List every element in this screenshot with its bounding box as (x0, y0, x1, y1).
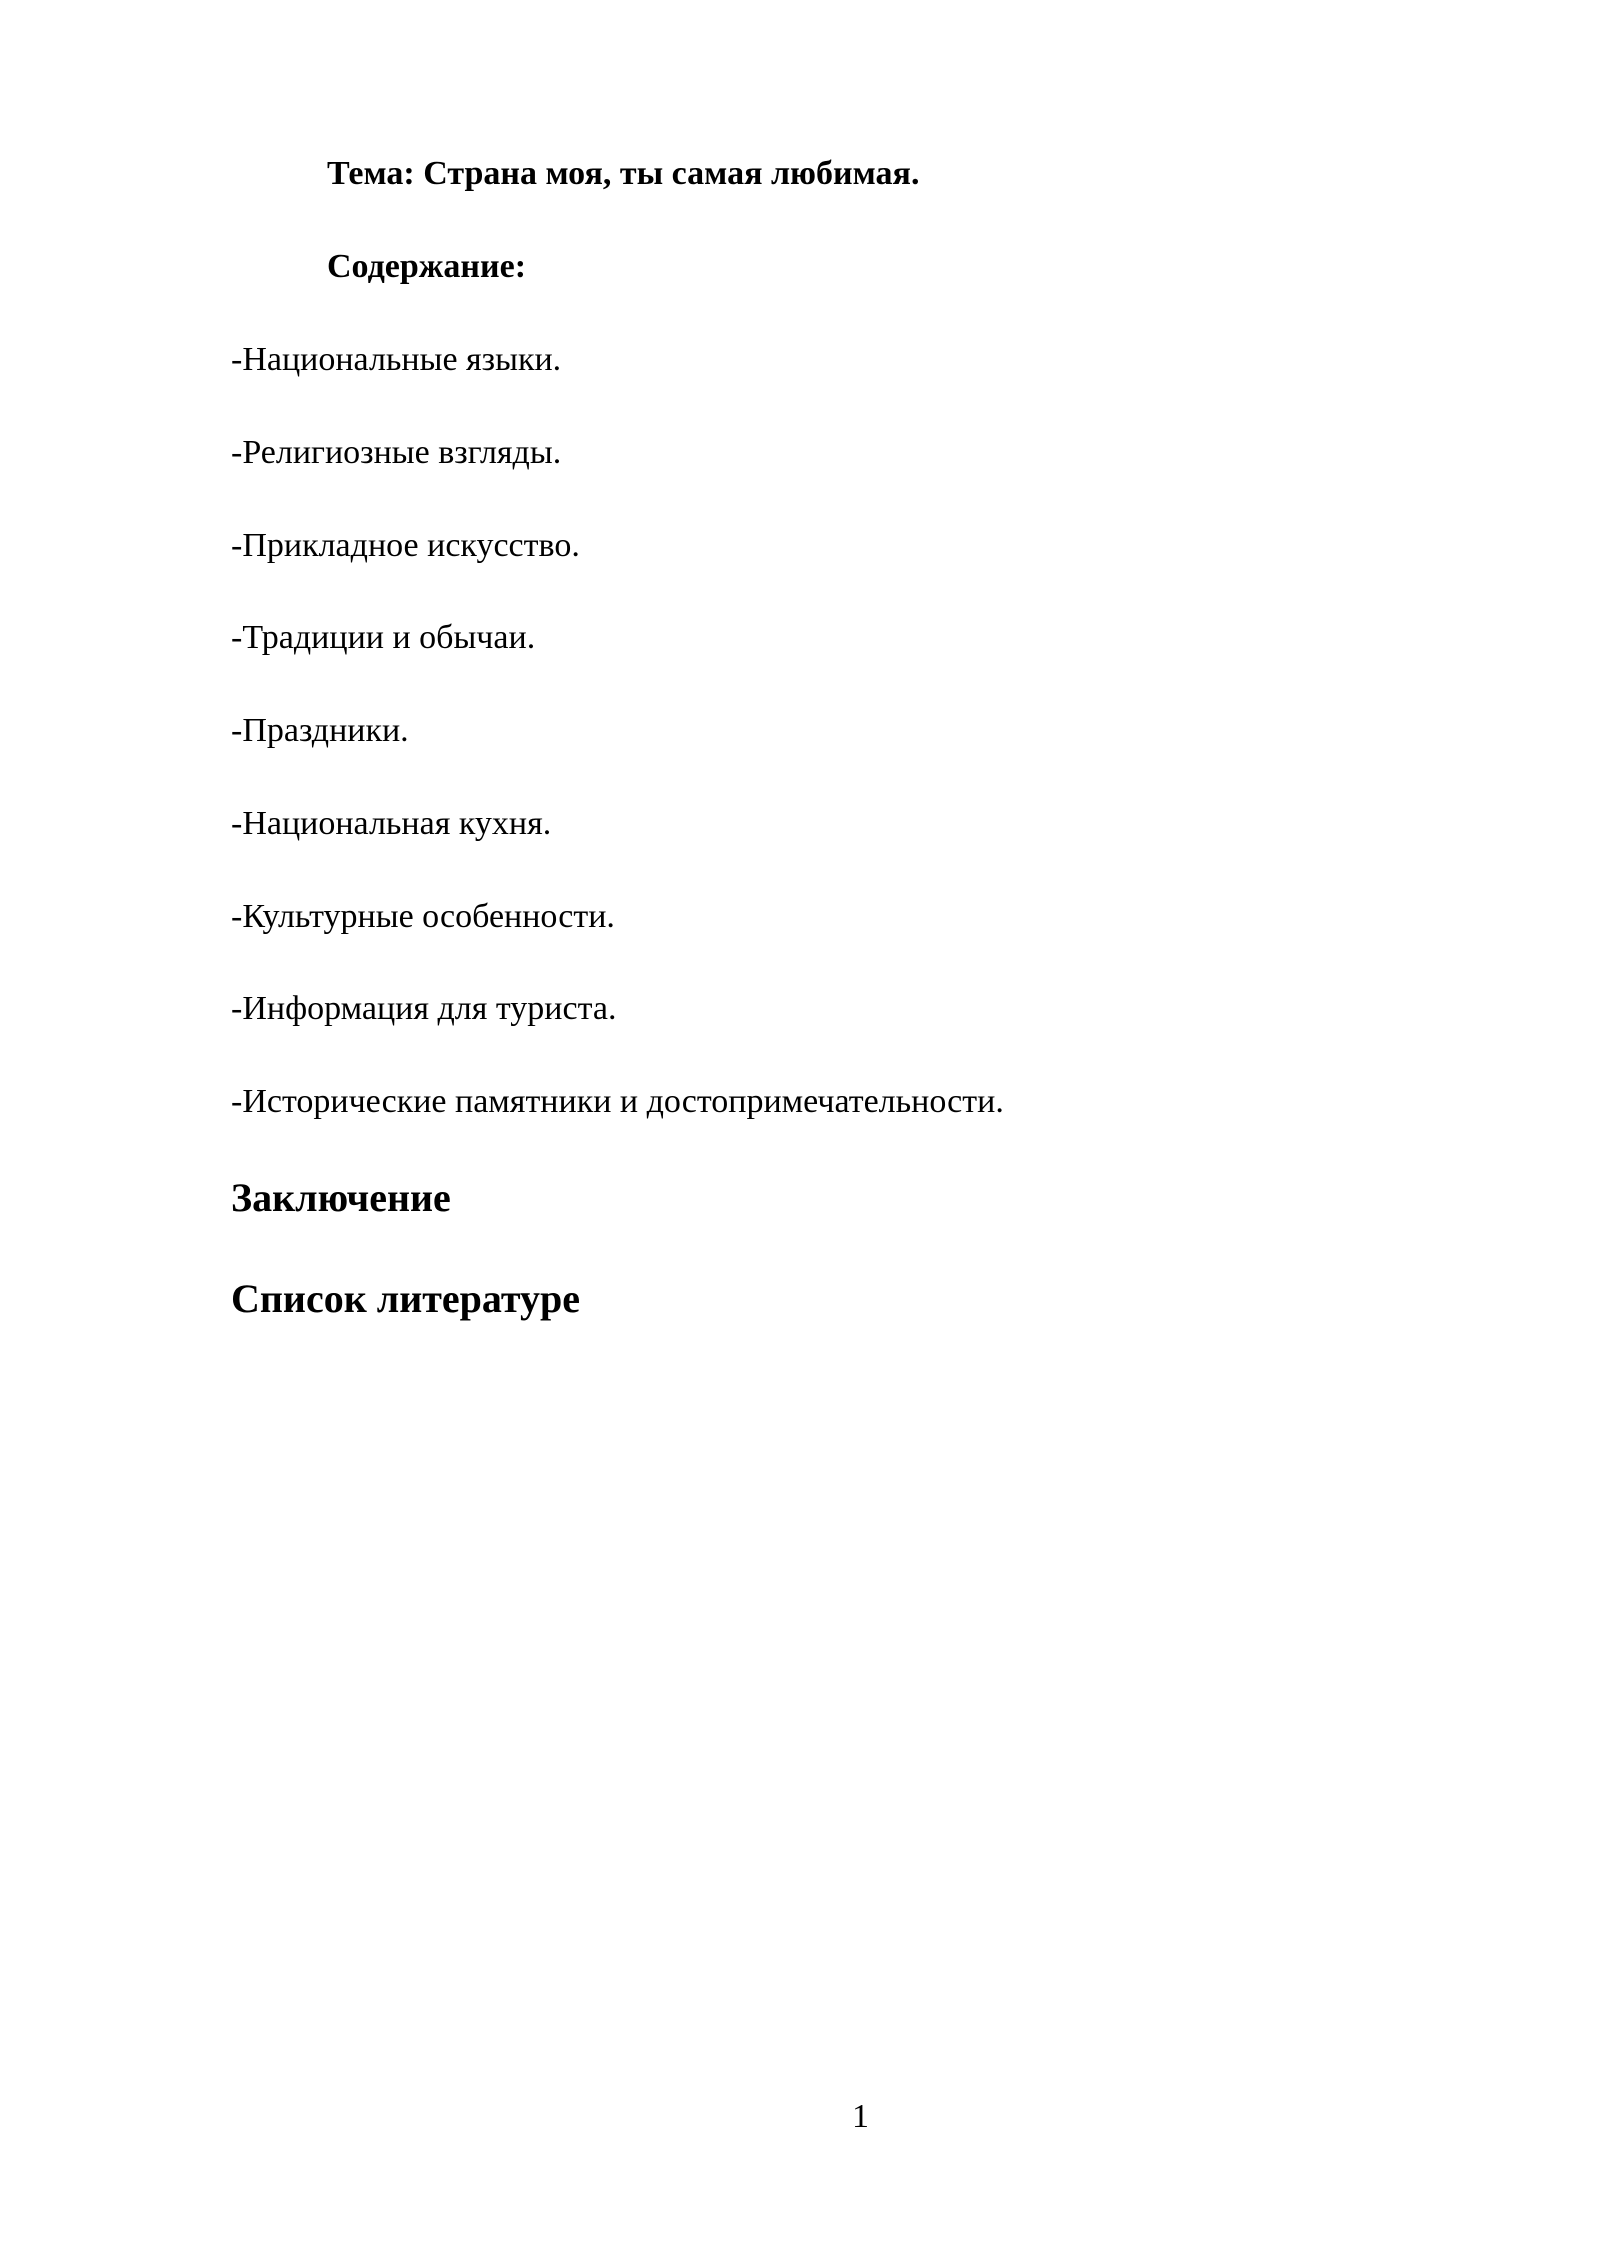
page-number: 1 (852, 2098, 869, 2135)
contents-item: -Религиозные взгляды. (231, 434, 562, 471)
references-heading: Список литературе (231, 1276, 581, 1321)
contents-item: -Национальная кухня. (231, 805, 552, 842)
contents-item: -Национальные языки. (231, 341, 562, 378)
contents-item: -Исторические памятники и достопримечательности. (231, 1083, 1004, 1120)
contents-item: -Прикладное искусство. (231, 527, 580, 564)
contents-item: -Культурные особенности. (231, 898, 615, 935)
contents-item: -Информация для туриста. (231, 990, 617, 1027)
topic-heading: Тема: Страна моя, ты самая любимая. (327, 155, 920, 192)
contents-item: -Праздники. (231, 712, 409, 749)
contents-item: -Традиции и обычаи. (231, 619, 536, 656)
conclusion-heading: Заключение (231, 1175, 451, 1220)
contents-heading: Содержание: (327, 248, 527, 285)
